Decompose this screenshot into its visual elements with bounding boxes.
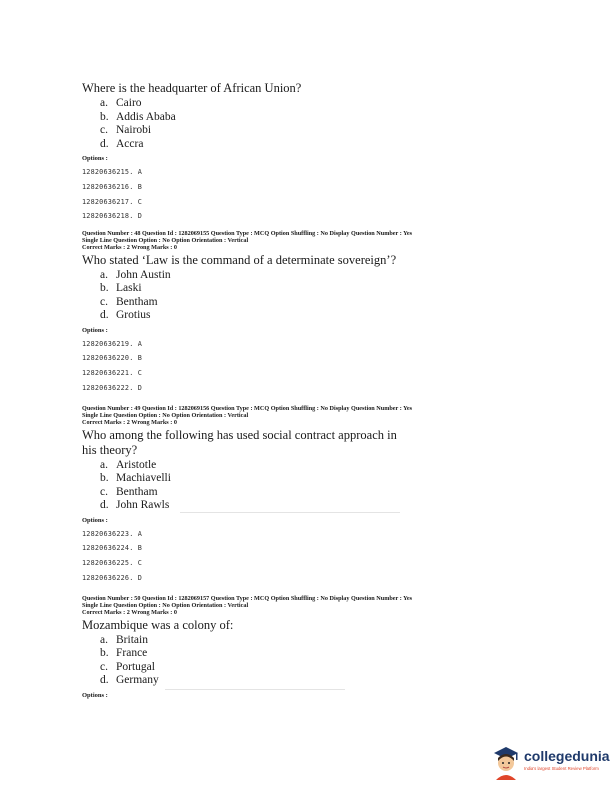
option-item: d. Germany [100,674,159,687]
logo-tagline: India's largest Student Review Platform [524,766,599,771]
option-item: b. Laski [100,282,142,295]
scan-rule [180,512,400,513]
option-item: d. John Rawls [100,499,170,512]
logo-wordmark: collegedunia [524,748,610,764]
question-text: Who stated ‘Law is the command of a determinate sovereign’? [82,252,397,267]
option-id-list [82,337,522,396]
question-meta: Single Line Question Option : No Option Orientation : Vertical [82,412,249,420]
option-item: c. Bentham [100,295,158,308]
option-item: a. Cairo [100,97,142,109]
option-item: d. Accra [100,137,144,150]
option-item: c. Portugal [100,660,155,673]
question-meta: Single Line Question Option : No Option Orientation : Vertical [82,237,249,245]
question-meta: Correct Marks : 2 Wrong Marks : 0 [82,419,177,427]
option-list [100,459,522,513]
option-item: c. Nairobi [100,124,152,136]
collegedunia-logo [490,742,610,784]
question-text: Where is the headquarter of African Union? [82,81,302,95]
option-item: b. Addis Ababa [100,110,176,123]
options-label: Options : [82,691,108,699]
option-item: c. Bentham [100,485,158,498]
option-id: 12820636219. A [82,339,143,348]
options-label: Options : [82,155,108,162]
question-block [82,595,522,699]
option-id: 12820636223. A [82,529,143,538]
option-id: 12820636222. D [82,384,143,392]
student-avatar-icon [490,744,522,780]
question-meta: Question Number : 49 Question Id : 1282069156 Question Type : MCQ Option Shuffling : No Display Question Number : Yes [82,405,413,412]
option-id: 12820636218. D [82,212,143,221]
option-id: 12820636221. C [82,369,143,378]
options-label: Options : [82,516,108,524]
question-block [82,230,522,396]
option-id: 12820636225. C [82,559,143,568]
option-item: a. Aristotle [100,458,157,471]
options-label: Options : [82,326,108,334]
question-meta: Question Number : 48 Question Id : 1282069155 Question Type : MCQ Option Shuffling : No Display Question Number : Yes [82,230,413,237]
option-id: 12820636224. B [82,544,143,553]
option-id: 12820636216. B [82,182,143,191]
question-meta: Question Number : 50 Question Id : 1282069157 Question Type : MCQ Option Shuffling : No Display Question Number : Yes [82,595,413,602]
question-block [82,80,522,224]
question-meta: Correct Marks : 2 Wrong Marks : 0 [82,609,177,617]
question-text: Mozambique was a colony of: [82,617,234,632]
option-list [100,634,522,688]
option-id: 12820636226. D [82,574,143,582]
option-item: b. France [100,647,148,660]
question-meta: Correct Marks : 2 Wrong Marks : 0 [82,244,177,252]
option-list [100,269,522,323]
option-id-list [82,165,522,224]
option-id: 12820636215. A [82,168,143,176]
option-item: b. Machiavelli [100,472,171,485]
question-text: Who among the following has used social contract approach in his theory? [82,427,397,457]
option-id: 12820636217. C [82,197,143,206]
option-list [100,97,522,151]
option-id-list [82,527,522,586]
question-meta: Single Line Question Option : No Option Orientation : Vertical [82,602,249,610]
scan-rule [165,689,345,690]
question-block [82,405,522,586]
option-item: d. Grotius [100,309,151,322]
option-id: 12820636220. B [82,354,143,363]
option-item: a. John Austin [100,268,171,281]
option-item: a. Britain [100,633,148,646]
